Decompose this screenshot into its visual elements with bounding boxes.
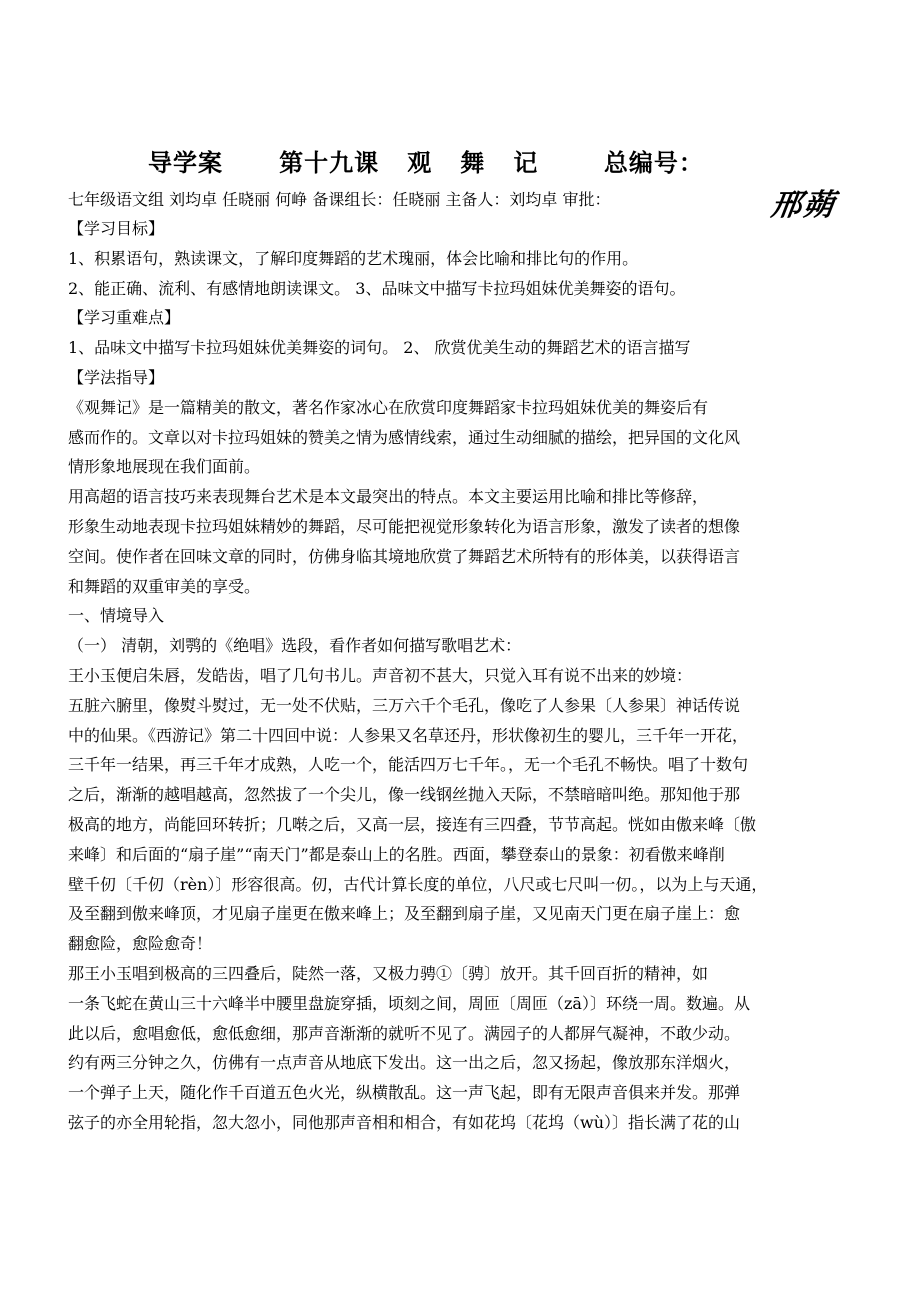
text-line: 五脏六腑里，像熨斗熨过，无一处不伏贴，三万六千个毛孔，像吃了人参果〔人参果〕神话传说 — [68, 695, 741, 715]
text-line: 一个弹子上天，随化作千百道五色火光，纵横散乱。这一声飞起，即有无限声音俱来并发。那弹 — [68, 1083, 741, 1103]
document-title: 导学案 第十九课 观 舞 记 总编号： — [148, 148, 704, 177]
text-line: （一） 清朝，刘鹗的《绝唱》选段，看作者如何描写歌唱艺术： — [68, 636, 522, 656]
text-line: 用高超的语言技巧来表现舞台艺术是本文最突出的特点。本文主要运用比喻和排比等修辞， — [68, 487, 709, 507]
text-line: 及至翻到傲来峰顶，才见扇子崖更在傲来峰上；及至翻到扇子崖，又见南天门更在扇子崖上：愈 — [68, 904, 741, 924]
text-line: 1、积累语句，熟读课文，了解印度舞蹈的艺术瑰丽，体会比喻和排比句的作用。 — [68, 248, 639, 268]
text-line: 弦子的亦全用轮指，忽大忽小，同他那声音相和相合，有如花坞〔花坞（wù）〕指长满了花的山 — [68, 1113, 741, 1132]
approval-signature: 邢蒴 — [769, 188, 838, 223]
text-line: 【学习重难点】 — [68, 308, 181, 328]
text-line: 三千年一结果，再三千年才成熟，人吃一个，能活四万七千年。，无一个毛孔不畅快。唱了十数句 — [68, 755, 749, 775]
text-line: 翻愈险，愈险愈奇！ — [68, 934, 213, 954]
text-line: 那王小玉唱到极高的三四叠后，陡然一落，又极力骋①〔骋〕放开。其千回百折的精神，如 — [68, 964, 709, 983]
text-line: 此以后，愈唱愈低，愈低愈细，那声音渐渐的就听不见了。满园子的人都屏气凝神，不敢少动。 — [68, 1023, 741, 1043]
text-line: 极高的地方，尚能回环转折；几啭之后，又高一层，接连有三四叠，节节高起。恍如由傲来峰〔傲 — [68, 815, 757, 834]
text-line: 壁千仞〔千仞（rèn）〕形容很高。仞，古代计算长度的单位，八尺或七尺叫一仞。，以为上与天通， — [68, 874, 768, 894]
text-line: 约有两三分钟之久，仿佛有一点声音从地底下发出。这一出之后，忽又扬起，像放那东洋烟火， — [68, 1053, 741, 1073]
text-line: 感而作的。文章以对卡拉玛姐妹的赞美之情为感情线索，通过生动细腻的描绘，把异国的文化风 — [68, 427, 741, 447]
text-line: 来峰〕和后面的“扇子崖”“南天门”都是泰山上的名胜。西面，攀登泰山的景象：初看傲来峰削 — [68, 844, 725, 864]
text-line: 2、能正确、流利、有感情地朗读课文。 3、品味文中描写卡拉玛姐妹优美舞姿的语句。 — [68, 278, 686, 298]
text-line: 和舞蹈的双重审美的享受。 — [68, 576, 261, 596]
text-line: 情形象地展现在我们面前。 — [68, 457, 261, 477]
text-line: 王小玉便启朱唇，发皓齿，唱了几句书儿。声音初不甚大，只觉入耳有说不出来的妙境： — [68, 666, 693, 685]
text-line: 形象生动地表现卡拉玛姐妹精妙的舞蹈，尽可能把视觉形象转化为语言形象，激发了读者的想像 — [68, 517, 741, 536]
text-line: 中的仙果。《西游记》第二十四回中说：人参果又名草还丹，形状像初生的婴儿，三千年一开花， — [68, 725, 749, 745]
text-line: 《观舞记》是一篇精美的散文，著名作家冰心在欣赏印度舞蹈家卡拉玛姐妹优美的舞姿后有 — [68, 397, 709, 417]
text-line: 1、品味文中描写卡拉玛姐妹优美舞姿的词句。 2、 欣赏优美生动的舞蹈艺术的语言描写 — [68, 338, 691, 358]
text-line: 一、情境导入 — [68, 606, 165, 626]
text-line: 【学法指导】 — [68, 368, 165, 387]
text-line: 之后，渐渐的越唱越高，忽然拔了一个尖儿，像一线钢丝抛入天际，不禁暗暗叫绝。那知他于那 — [68, 785, 741, 805]
text-line: 【学习目标】 — [68, 219, 165, 238]
staff-line: 七年级语文组 刘均卓 任晓丽 何峥 备课组长：任晓丽 主备人：刘均卓 审批： — [68, 190, 611, 209]
text-line: 空间。使作者在回味文章的同时，仿佛身临其境地欣赏了舞蹈艺术所特有的形体美，以获得语言 — [68, 546, 741, 566]
text-line: 一条飞蛇在黄山三十六峰半中腰里盘旋穿插，顷刻之间，周匝〔周匝（zā）〕环绕一周。数遍。从 — [68, 993, 750, 1013]
